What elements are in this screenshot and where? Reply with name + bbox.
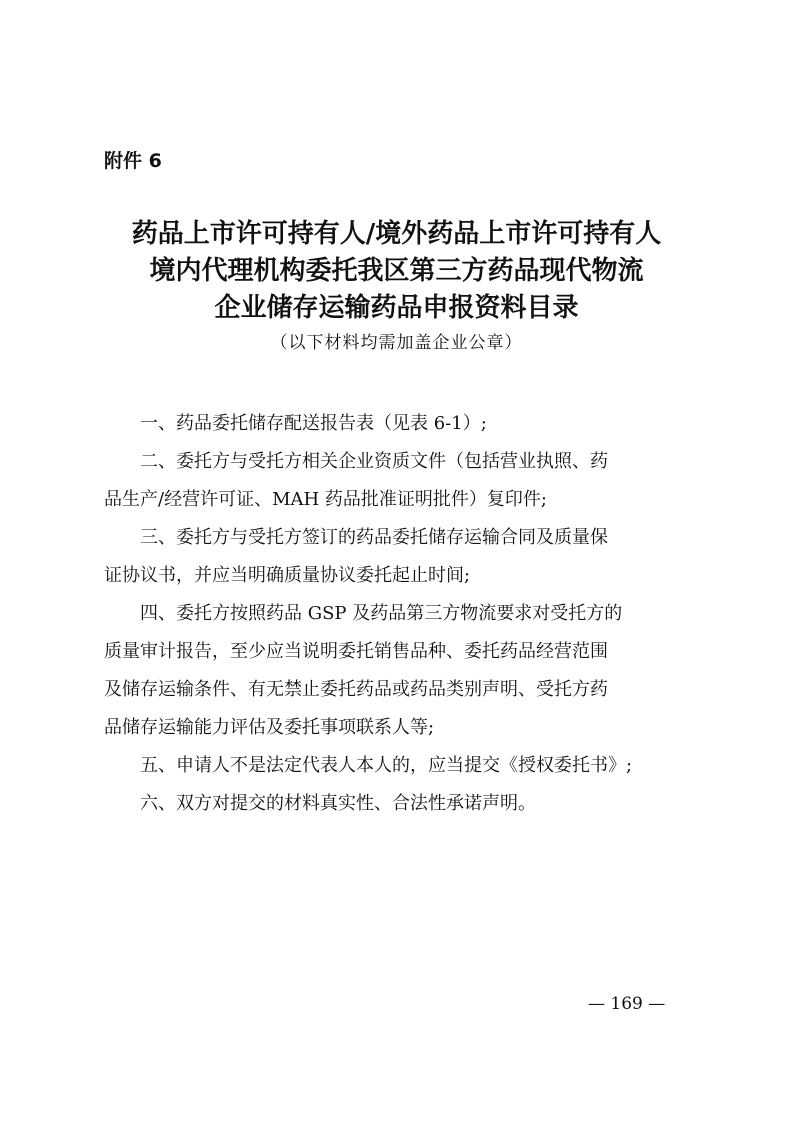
- list-item-line: 六、双方对提交的材料真实性、合法性承诺声明。: [140, 793, 536, 814]
- page-number: — 169 —: [588, 994, 666, 1014]
- title-line-1: 药品上市许可持有人/境外药品上市许可持有人: [131, 219, 662, 249]
- list-item-line: 四、委托方按照药品 GSP 及药品第三方物流要求对受托方的: [140, 603, 623, 624]
- list-item-line: 二、委托方与受托方相关企业资质文件（包括营业执照、药: [140, 451, 608, 472]
- list-item: [104, 405, 694, 443]
- list-item-line: 品储存运输能力评估及委托事项联系人等;: [104, 717, 435, 738]
- list-item: [104, 443, 694, 519]
- subtitle: （以下材料均需加盖企业公章）: [270, 333, 523, 353]
- title-block: [90, 216, 703, 358]
- list-item-line: 质量审计报告，至少应当说明委托销售品种、委托药品经营范围: [104, 641, 608, 662]
- list-item-line: 五、申请人不是法定代表人本人的，应当提交《授权委托书》;: [140, 755, 633, 776]
- list-item: [104, 595, 694, 747]
- list-item: [104, 785, 694, 823]
- list-item: [104, 519, 694, 595]
- materials-list: [104, 405, 694, 823]
- list-item-line: 品生产/经营许可证、MAH 药品批准证明批件）复印件;: [104, 489, 547, 510]
- list-item-line: 一、药品委托储存配送报告表（见表 6-1）;: [140, 413, 487, 434]
- list-item-line: 三、委托方与受托方签订的药品委托储存运输合同及质量保: [140, 527, 608, 548]
- list-item-line: 及储存运输条件、有无禁止委托药品或药品类别声明、受托方药: [104, 679, 608, 700]
- title-line-2: 境内代理机构委托我区第三方药品现代物流: [149, 256, 644, 286]
- list-item-line: 证协议书，并应当明确质量协议委托起止时间;: [104, 565, 471, 586]
- attachment-label: 附件 6: [104, 150, 162, 172]
- list-item: [104, 747, 694, 785]
- title-line-3: 企业储存运输药品申报资料目录: [214, 293, 579, 323]
